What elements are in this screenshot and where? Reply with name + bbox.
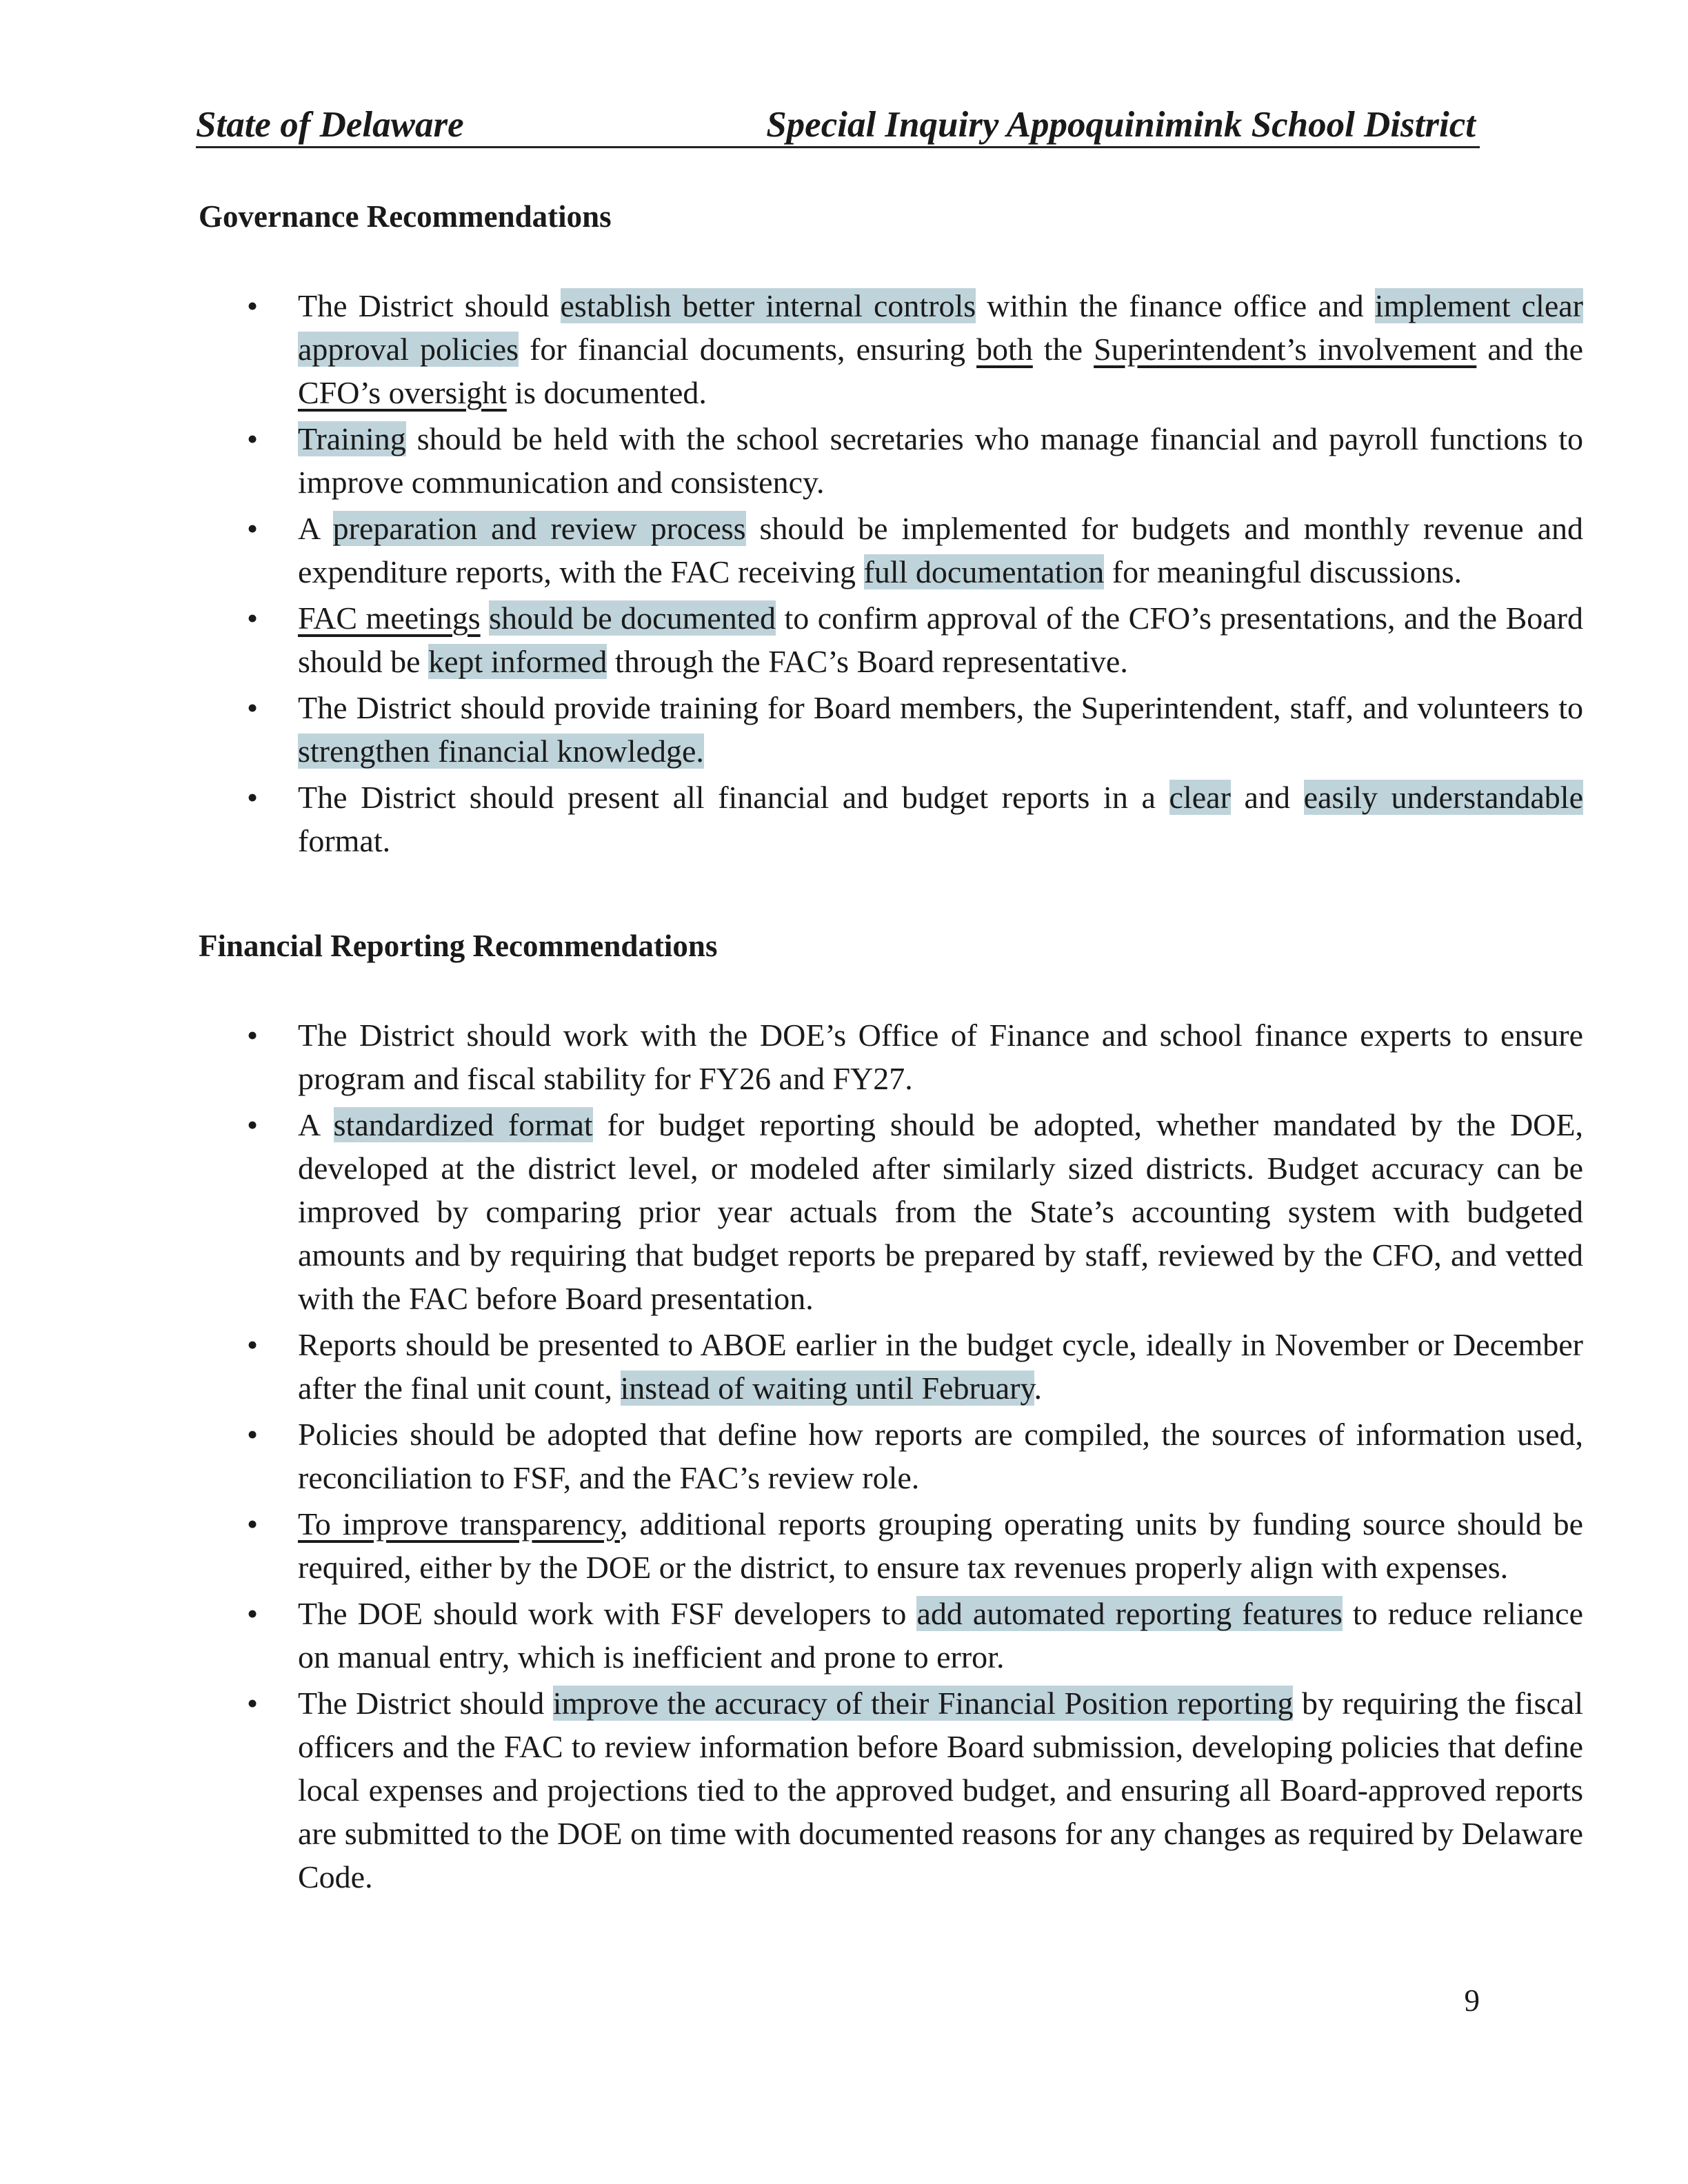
text-run: the [1032,332,1094,367]
running-header [196,97,1480,148]
text-run: and the [1476,332,1584,367]
underlined-text: both [976,332,1033,367]
bullet-icon: • [247,1018,259,1053]
highlighted-text: strengthen financial knowledge. [298,734,704,769]
bullet-icon: • [247,1417,259,1452]
list-item [0,1681,1583,1899]
list-item [0,776,1583,862]
text-run: within the finance office and [976,288,1375,323]
highlighted-text: implement clear approval policies [298,288,1583,367]
highlighted-text: preparation and review process [332,511,746,546]
highlighted-text: standardized format [333,1107,593,1142]
list-item [0,1502,1583,1589]
text-run: The District should [298,288,561,323]
text-run: The DOE should work with FSF developers to [298,1596,917,1631]
text-run: Policies should be adopted that define how reports are compiled, the sources of information used, reconciliation to FSF, and the FAC’s review role. [298,1417,1583,1495]
list-item [0,686,1583,773]
section-heading-financial-reporting: Financial Reporting Recommendations [199,929,718,963]
list-item [0,1592,1583,1679]
text-run: for financial documents, ensuring [519,332,977,367]
text-run: A [298,1107,334,1142]
bullet-icon: • [247,1596,259,1631]
highlighted-text: instead of waiting until February [620,1371,1034,1406]
page-number: 9 [1464,1983,1480,2018]
highlighted-text: should be documented [489,600,776,636]
underlined-text: FAC meetings [298,600,481,636]
highlighted-text: add automated reporting features [916,1596,1343,1631]
underlined-text: Superintendent’s involvement [1094,332,1477,367]
text-run: Reports should be presented to ABOE earlier in the budget cycle, ideally in November or December after the final unit count, [298,1327,1583,1406]
text-run: to confirm approval of the CFO’s presentations, and the Board should be [298,600,1583,679]
header-left: State of Delaware [196,105,464,145]
bullet-icon: • [247,288,259,323]
underlined-text: To improve transparency [298,1506,621,1541]
list-item [0,507,1583,594]
list-item [0,1103,1583,1320]
list-item [0,1413,1583,1499]
text-run: is documented. [506,375,707,410]
highlighted-text: clear [1169,780,1231,815]
text-run: through the FAC’s Board representative. [607,644,1128,679]
bullet-icon: • [247,600,259,636]
highlighted-text: easily understandable [1303,780,1583,815]
highlighted-text: full documentation [863,554,1105,589]
bullet-icon: • [247,1327,259,1362]
bullet-icon: • [247,421,259,456]
text-run: , additional reports grouping operating units by funding source should be required, either by the DOE or the district, to ensure tax revenues properly align with expenses. [298,1506,1583,1585]
list-item [0,417,1583,504]
text-run: for budget reporting should be adopted, whether mandated by the DOE, developed at the district level, or modeled after similarly sized districts. Budget accuracy can be improved by comparing prior year actuals from the State’s accounting system with budgeted amounts and by requiring that budget reports be prepared by staff, reviewed by the CFO, and vetted with the FAC before Board presentation. [298,1107,1583,1316]
text-run: The District should provide training for Board members, the Superintendent, staff, and volunteers to [298,690,1583,725]
underlined-text: CFO’s oversight [298,375,507,410]
highlighted-text: kept informed [428,644,607,679]
text-run: for meaningful discussions. [1104,554,1463,589]
highlighted-text: Training [298,421,406,456]
bullet-icon: • [247,690,259,725]
text-run: should be held with the school secretaries who manage financial and payroll functions to improve communication and consistency. [298,421,1583,500]
text-run: A [298,511,333,546]
bullet-icon: • [247,1506,259,1541]
text-run: The District should [298,1686,553,1721]
bullet-icon: • [247,780,259,815]
financial-reporting-recommendations-list [0,1013,1583,1901]
highlighted-text: establish better internal controls [560,288,976,323]
text-run: by requiring the fiscal officers and the FAC to review information before Board submission, developing policies that define local expenses and projections tied to the approved budget, and ensuring all Board-approved reports are submitted to the DOE on time with documented reasons for any changes as required by Delaware Code. [298,1686,1583,1894]
list-item [0,284,1583,414]
list-item [0,1013,1583,1100]
text-run: The District should present all financial and budget reports in a [298,780,1169,815]
bullet-icon: • [247,1107,259,1142]
list-item [0,1323,1583,1410]
bullet-icon: • [247,511,259,546]
text-run: format. [298,823,391,858]
text-run: . [1034,1371,1043,1406]
bullet-icon: • [247,1686,259,1721]
section-heading-governance: Governance Recommendations [199,199,612,234]
text-run: and [1230,780,1304,815]
highlighted-text: improve the accuracy of their Financial Position reporting [552,1686,1294,1721]
text-run: to reduce reliance on manual entry, which is inefficient and prone to error. [298,1596,1583,1675]
header-right: Special Inquiry Appoquinimink School District [766,105,1476,145]
text-run [481,600,489,636]
governance-recommendations-list [0,284,1583,865]
text-run: should be implemented for budgets and monthly revenue and expenditure reports, with the FAC receiving [298,511,1583,589]
list-item [0,596,1583,683]
text-run: The District should work with the DOE’s Office of Finance and school finance experts to ensure program and fiscal stability for FY26 and FY27. [298,1018,1583,1096]
